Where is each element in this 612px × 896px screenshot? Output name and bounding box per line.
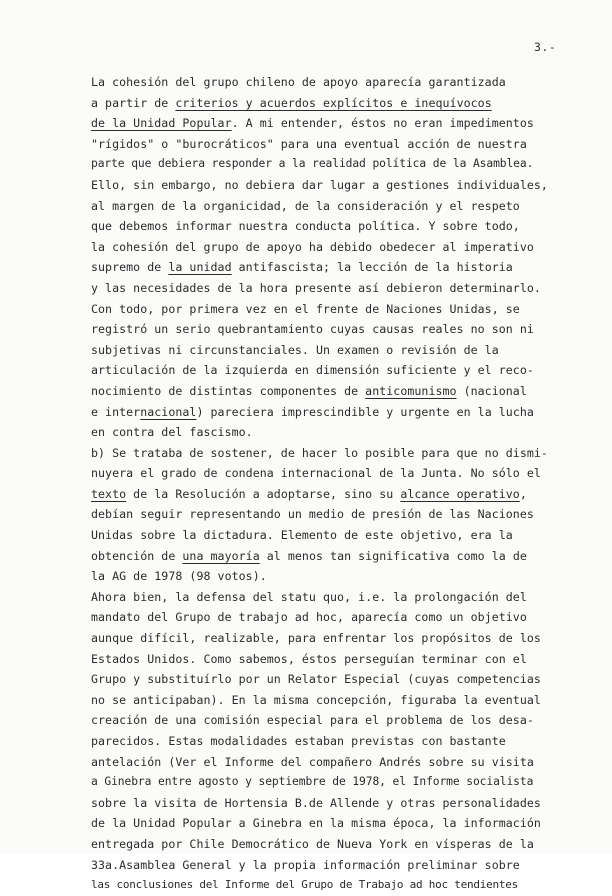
text-line [91, 93, 581, 114]
text-segment: subjetivas ni circunstanciales. Un examen o revisión de la [91, 342, 499, 357]
text-line [91, 216, 581, 237]
text-line [91, 360, 581, 381]
underlined-phrase: alcance operativo [400, 486, 520, 501]
text-line [91, 72, 581, 93]
text-segment: Ello, sin embargo, no debiera dar lugar a gestiones individuales, [91, 177, 548, 192]
text-segment: en contra del fascismo. [91, 425, 253, 440]
text-segment: 33a.Asamblea General y la propia información preliminar sobre [91, 857, 520, 872]
text-segment: , [519, 486, 527, 501]
underlined-phrase: anticomunismo [365, 383, 457, 398]
underlined-phrase: de la Unidad Popular [91, 116, 232, 131]
text-segment: La cohesión del grupo chileno de apoyo aparecía garantizada [91, 75, 506, 89]
text-segment: debían seguir representando un medio de presión de las Naciones [91, 507, 534, 522]
text-line [91, 504, 581, 525]
text-segment: (nacional [456, 383, 527, 398]
text-segment: parecidos. Estas modalidades estaban previstas con bastante [91, 734, 506, 748]
text-segment: supremo de [91, 260, 169, 275]
text-line [91, 834, 581, 855]
text-segment: a Ginebra entre agosto y septiembre de 1978, el Informe socialista [91, 775, 534, 789]
text-line [91, 772, 581, 793]
text-line [91, 463, 581, 484]
text-segment: Ahora bien, la defensa del statu quo, i.e. la prolongación del [91, 589, 527, 604]
text-line [91, 607, 581, 628]
text-line [91, 402, 581, 423]
underlined-phrase: criterios y acuerdos explícitos e inequívocos [175, 95, 492, 110]
document-body [91, 72, 581, 896]
text-line [91, 113, 581, 134]
text-segment: al menos tan significativa como la de [259, 548, 527, 563]
text-line [91, 196, 581, 217]
text-line [91, 628, 581, 649]
text-segment: y las necesidades de la hora presente así debieron determinarlo. [91, 280, 541, 295]
underlined-phrase: nacional [140, 404, 197, 419]
underlined-phrase: texto [91, 486, 127, 501]
text-segment: articulación de la izquierda en dimensión suficiente y el reco- [91, 363, 534, 378]
text-line [91, 690, 581, 711]
text-line [91, 340, 581, 361]
text-segment: la cohesión del grupo de apoyo ha debido obedecer al imperativo [91, 239, 534, 254]
text-segment: ) pareciera imprescindible y urgente en la lucha [196, 404, 534, 419]
text-segment: nuyera el grado de condena internacional de la Junta. No sólo el [91, 466, 541, 481]
text-segment: mandato del Grupo de trabajo ad hoc, aparecía como un objetivo [91, 610, 527, 625]
text-line [91, 669, 581, 690]
text-segment: antelación (Ver el Informe del compañero Andrés sobre su visita [91, 754, 534, 769]
text-segment: creación de una comisión especial para el problema de los desa- [91, 713, 534, 728]
text-line [91, 566, 581, 587]
text-segment: b) Se trataba de sostener, de hacer lo posible para que no dismi- [91, 445, 548, 460]
text-segment: no se anticipaban). En la misma concepción, figuraba la eventual [91, 692, 541, 707]
text-segment: Grupo y substituírlo por un Relator Especial (cuyas competencias [91, 672, 541, 687]
text-segment: a partir de [91, 95, 176, 110]
text-line [91, 752, 581, 773]
text-segment: de la Resolución a adoptarse, sino su [126, 486, 401, 501]
text-line [91, 257, 581, 278]
text-line [91, 278, 581, 299]
text-segment: parte que debiera responder a la realidad política de la Asamblea. [91, 157, 534, 171]
text-segment: "rígidos" o "burocráticos" para una eventual acción de nuestra [91, 136, 527, 151]
text-line [91, 299, 581, 320]
text-segment: las conclusiones del Informe del Grupo de Trabajo ad hoc tendientes [91, 878, 518, 892]
text-segment: de la Unidad Popular a Ginebra en la misma época, la información [91, 816, 541, 831]
text-line [91, 443, 581, 464]
text-line [91, 855, 581, 876]
text-line [91, 875, 581, 896]
text-line [91, 813, 581, 834]
text-segment: Con todo, por primera vez en el frente de Naciones Unidas, se [91, 301, 520, 316]
text-line [91, 649, 581, 670]
text-segment: al margen de la organicidad, de la consideración y el respeto [91, 198, 520, 213]
text-segment: Estados Unidos. Como sabemos, éstos perseguían terminar con el [91, 651, 527, 666]
text-segment: nocimiento de distintas componentes de [91, 383, 366, 398]
text-line [91, 175, 581, 196]
text-segment: antifascista; la lección de la historia [231, 260, 513, 275]
text-segment: la AG de 1978 (98 votos). [91, 569, 267, 584]
text-line [91, 237, 581, 258]
text-segment: e inter [91, 404, 141, 419]
text-line [91, 134, 581, 155]
text-segment: entregada por Chile Democrático de Nueva York en vísperas de la [91, 836, 534, 851]
text-line [91, 525, 581, 546]
underlined-phrase: la unidad [168, 260, 232, 275]
text-line [91, 154, 581, 175]
text-segment: Unidas sobre la dictadura. Elemento de este objetivo, era la [91, 528, 513, 543]
text-segment: sobre la visita de Hortensia B.de Allende y otras personalidades [91, 795, 541, 810]
page-number: 3.- [534, 40, 557, 54]
text-line [91, 731, 581, 752]
text-line [91, 710, 581, 731]
text-line [91, 484, 581, 505]
text-line [91, 793, 581, 814]
text-line [91, 587, 581, 608]
underlined-phrase: una mayoría [182, 548, 260, 563]
text-segment: obtención de [91, 548, 183, 563]
text-segment: que debemos informar nuestra conducta política. Y sobre todo, [91, 219, 520, 234]
text-line [91, 422, 581, 443]
text-line [91, 319, 581, 340]
text-line [91, 381, 581, 402]
text-segment: aunque difícil, realizable, para enfrentar los propósitos de los [91, 631, 541, 646]
text-segment: . A mi entender, éstos no eran impedimentos [231, 116, 534, 131]
text-segment: registró un serio quebrantamiento cuyas causas reales no son ni [91, 322, 534, 337]
text-line [91, 546, 581, 567]
